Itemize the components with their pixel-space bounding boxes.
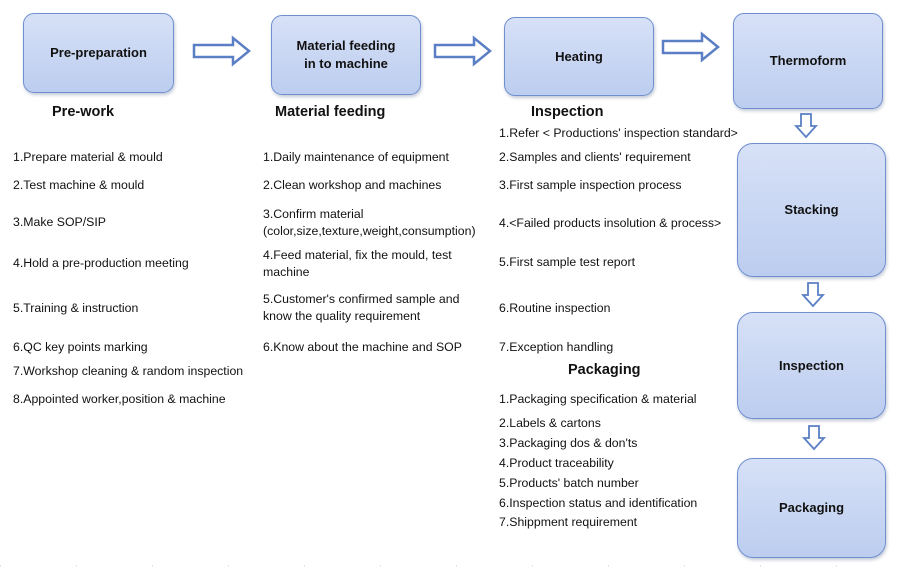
packaging-item: 5.Products' batch number <box>499 476 639 490</box>
packaging-item: 2.Labels & cartons <box>499 416 601 430</box>
step-stacking <box>737 143 886 277</box>
step-material-feeding-label <box>297 37 396 73</box>
pre-work-item: 3.Make SOP/SIP <box>13 215 106 229</box>
right-arrow-icon <box>193 37 251 67</box>
step-packaging <box>737 458 886 558</box>
material-feeding-item: 1.Daily maintenance of equipment <box>263 150 449 164</box>
step-inspection-label: Inspection <box>778 357 844 373</box>
packaging-item: 6.Inspection status and identification <box>499 496 698 510</box>
right-arrow-icon <box>662 33 720 63</box>
down-arrow-icon <box>803 425 825 451</box>
step-stacking-label: Stacking <box>784 202 839 217</box>
step-material-feeding-line2: in to machine <box>304 56 388 71</box>
step-inspection <box>737 312 886 419</box>
material-feeding-item: 5.Customer's confirmed sample and know the quality requirement <box>263 292 460 323</box>
packaging-item: 7.Shippment requirement <box>499 515 638 529</box>
inspection-item: 2.Samples and clients' requirement <box>499 150 691 164</box>
pre-work-item: 6.QC key points marking <box>13 340 148 354</box>
pre-work-item: 4.Hold a pre-production meeting <box>13 256 189 270</box>
inspection-heading: Inspection <box>531 104 604 120</box>
bottom-divider <box>0 565 898 567</box>
inspection-item: 6.Routine inspection <box>499 301 611 315</box>
step-pre-preparation-label: Pre-preparation <box>50 45 147 60</box>
step-heating-label: Heating <box>555 48 603 64</box>
packaging-item: 4.Product traceability <box>499 456 614 470</box>
step-packaging-label: Packaging <box>778 500 845 515</box>
inspection-item: 1.Refer < Productions' inspection standard> <box>499 126 738 140</box>
step-material-feeding-line1: Material feeding <box>296 38 396 53</box>
step-material-feeding <box>271 15 421 95</box>
right-arrow-icon <box>434 37 492 67</box>
step-pre-preparation <box>23 13 174 93</box>
inspection-item: 4.<Failed products insolution & process> <box>499 216 722 230</box>
pre-work-item: 5.Training & instruction <box>13 301 139 315</box>
pre-work-heading: Pre-work <box>52 104 115 120</box>
pre-work-item: 1.Prepare material & mould <box>13 150 163 164</box>
pre-work-item: 8.Appointed worker,position & machine <box>13 392 226 406</box>
material-feeding-item: 3.Confirm material (color,size,texture,weight,consumption) <box>263 207 476 238</box>
packaging-item: 3.Packaging dos & don'ts <box>499 436 638 450</box>
inspection-item: 7.Exception handling <box>499 340 614 354</box>
pre-work-item: 7.Workshop cleaning & random inspection <box>13 364 244 378</box>
pre-work-item: 2.Test machine & mould <box>13 178 145 192</box>
material-feeding-item: 2.Clean workshop and machines <box>263 178 442 192</box>
material-feeding-heading: Material feeding <box>275 104 386 120</box>
step-thermoform-label: Thermoform <box>769 53 847 68</box>
down-arrow-icon <box>802 282 824 308</box>
material-feeding-item: 6.Know about the machine and SOP <box>263 340 462 354</box>
packaging-item: 1.Packaging specification & material <box>499 392 697 406</box>
step-heating <box>504 17 654 96</box>
down-arrow-icon <box>795 113 817 139</box>
inspection-item: 5.First sample test report <box>499 255 635 269</box>
material-feeding-item: 4.Feed material, fix the mould, test machine <box>263 248 452 279</box>
packaging-heading: Packaging <box>568 362 641 378</box>
inspection-item: 3.First sample inspection process <box>499 178 682 192</box>
step-thermoform <box>733 13 883 109</box>
